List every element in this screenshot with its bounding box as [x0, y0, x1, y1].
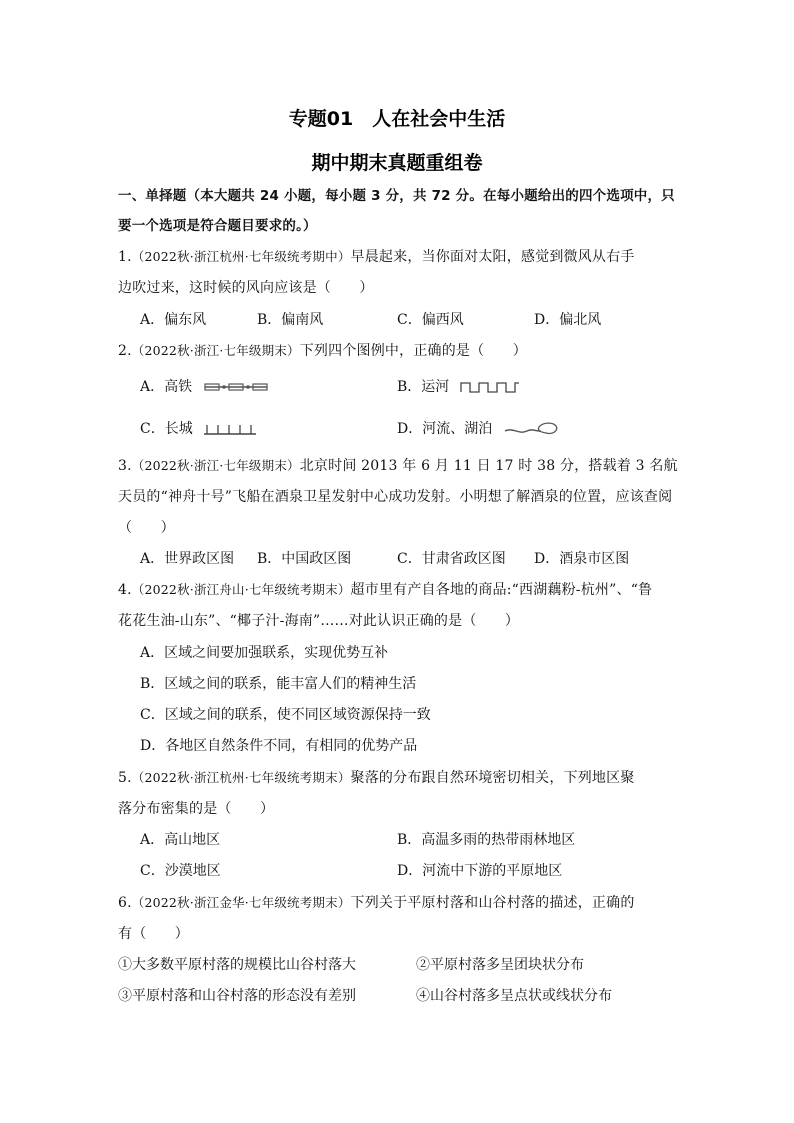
doc-subtitle: 期中期末真题重组卷 [311, 152, 483, 174]
q1-stem [118, 247, 683, 267]
q3-text: 北京时间 2013 年 6 月 11 日 17 时 38 分，搭载着 3 名航 [299, 458, 678, 474]
q6-stem [118, 893, 683, 913]
q5-stem [118, 768, 683, 788]
q6-text: 下列关于平原村落和山谷村落的描述，正确的 [350, 895, 635, 911]
q1-option-d: D．偏北风 [534, 312, 602, 328]
q2-option-b-label: B．运河 [397, 379, 450, 395]
section-heading-line2: 要一个选项是符合题目要求的。） [118, 218, 317, 234]
river-lake-icon [503, 419, 559, 439]
q1-stem-line2: 边吹过来，这时候的风向应该是（ ） [118, 280, 374, 296]
q4-source: （2022秋·浙江舟山·七年级统考期末） [131, 582, 351, 597]
q5-number: 5. [118, 770, 132, 786]
q4-text: 超市里有产自各地的商品:“西湖藕粉-杭州”、“鲁 [350, 582, 653, 598]
q4-option-d: D．各地区自然条件不同，有相同的优势产品 [140, 738, 418, 754]
q6-statement-3: ③平原村落和山谷村落的形态没有差别 [118, 988, 356, 1004]
q2-option-a-label: A．高铁 [140, 379, 193, 395]
q2-text: 下列四个图例中，正确的是（ ） [299, 343, 527, 359]
q6-source: （2022秋·浙江金华·七年级统考期末） [131, 895, 351, 910]
q5-text: 聚落的分布跟自然环境密切相关，下列地区聚 [350, 770, 635, 786]
canal-icon [460, 380, 520, 394]
q3-stem [118, 456, 683, 476]
q3-source: （2022秋·浙江·七年级期末） [131, 458, 300, 473]
q6-statement-2: ②平原村落多呈团块状分布 [416, 957, 584, 973]
section-heading-line1: 一、单择题（本大题共 24 小题，每小题 3 分，共 72 分。在每小题给出的四个选项中，只 [118, 188, 675, 204]
great-wall-icon [203, 422, 257, 436]
q1-option-c: C．偏西风 [397, 312, 464, 328]
q2-option-c-label: C．长城 [140, 421, 193, 437]
q3-number: 3. [118, 458, 132, 474]
q5-source: （2022秋·浙江杭州·七年级统考期末） [131, 770, 351, 785]
q1-option-a: A．偏东风 [140, 312, 207, 328]
q4-stem [118, 580, 683, 600]
q6-statement-1: ①大多数平原村落的规模比山谷村落大 [118, 957, 356, 973]
q2-option-b [397, 377, 520, 397]
q6-stem-line2: 有（ ） [118, 926, 189, 942]
q2-stem [118, 341, 683, 361]
q4-stem-line2: 花花生油-山东”、“椰子汁-海南”……对此认识正确的是（ ） [118, 613, 520, 629]
q1-option-b: B．偏南风 [257, 312, 324, 328]
q5-option-d: D．河流中下游的平原地区 [397, 863, 563, 879]
q5-option-b: B．高温多雨的热带雨林地区 [397, 832, 576, 848]
q2-option-d [397, 419, 559, 439]
q5-stem-line2: 落分布密集的是（ ） [118, 801, 275, 817]
q5-option-c: C．沙漠地区 [140, 863, 221, 879]
q5-option-a: A．高山地区 [140, 832, 221, 848]
q1-source: （2022秋·浙江杭州·七年级统考期中） [131, 249, 351, 264]
q3-stem-line3: （ ） [118, 520, 175, 536]
q4-option-b: B．区域之间的联系，能丰富人们的精神生活 [140, 676, 417, 692]
q2-option-d-label: D．河流、湖泊 [397, 421, 493, 437]
q3-option-c: C．甘肃省政区图 [397, 551, 506, 567]
doc-title: 专题01 人在社会中生活 [288, 108, 506, 130]
q3-option-d: D．酒泉市区图 [534, 551, 630, 567]
q2-source: （2022秋·浙江·七年级期末） [131, 343, 300, 358]
q6-number: 6. [118, 895, 132, 911]
q4-number: 4. [118, 582, 132, 598]
q3-stem-line2: 天员的“神舟十号”飞船在酒泉卫星发射中心成功发射。小明想了解酒泉的位置，应该查阅 [118, 489, 673, 505]
q6-statement-4: ④山谷村落多呈点状或线状分布 [416, 988, 612, 1004]
q4-option-a: A．区域之间要加强联系，实现优势互补 [140, 645, 389, 661]
railway-icon [203, 381, 269, 393]
q1-text: 早晨起来，当你面对太阳，感觉到微风从右手 [350, 249, 635, 265]
q2-number: 2. [118, 343, 132, 359]
q2-option-a [140, 377, 269, 397]
q4-option-c: C．区域之间的联系，使不同区域资源保持一致 [140, 707, 431, 723]
q2-option-c [140, 419, 257, 439]
q1-number: 1. [118, 249, 132, 265]
q3-option-b: B．中国政区图 [257, 551, 352, 567]
q3-option-a: A．世界政区图 [140, 551, 235, 567]
